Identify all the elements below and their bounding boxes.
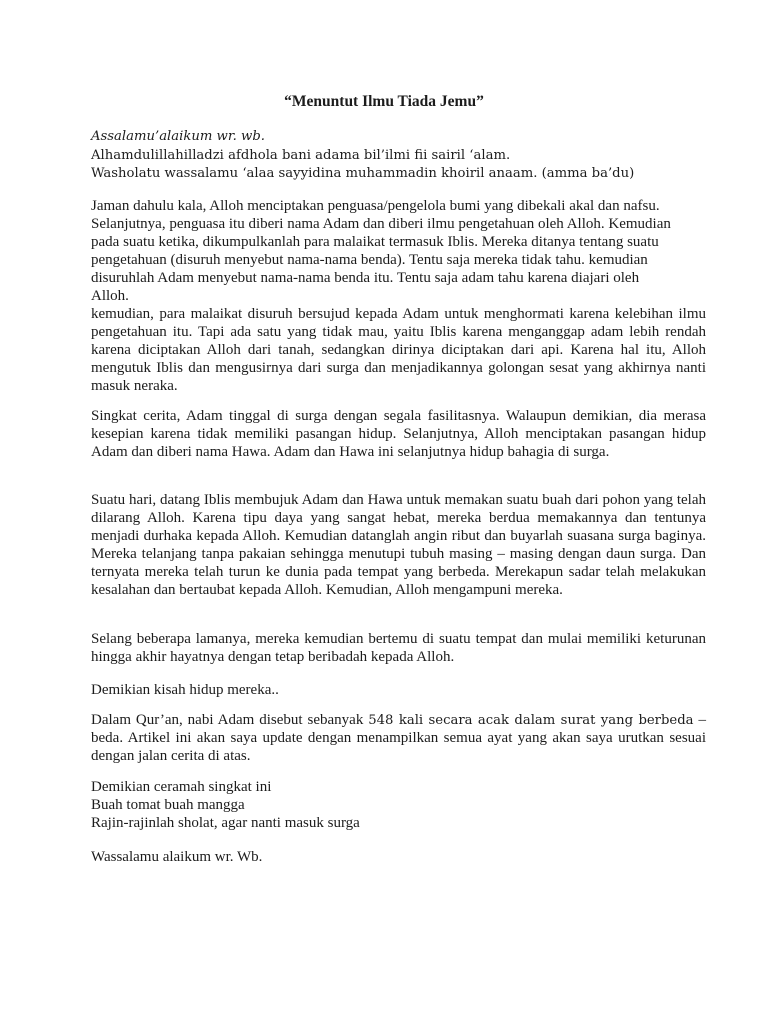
paragraph-1-line: pengetahuan (disuruh menyebut nama-nama benda). Tentu saja mereka tidak tahu. kemudian bbox=[91, 251, 648, 268]
paragraph-7-end: – beda. Artikel ini akan saya update dengan menampilkan semua ayat yang akan saya urutkan sesuai dengan jalan cerita di atas. bbox=[91, 712, 706, 764]
paragraph-4: Suatu hari, datang Iblis membujuk Adam dan Hawa untuk memakan suatu buah dari pohon yang telah dilarang Alloh. Karena tipu daya yang sangat hebat, mereka berdua memakannya dan tentunya menjadi durhaka kepada Alloh. Kemudian datanglah angin ribut dan buyarlah suasana surga baginya. Mereka telanjang tanpa pakaian sehingga menutupi tubuh masing – masing dengan daun surga. Dan ternyata mereka telah turun ke dunia pada tempat yang berbeda. Merekapun sadar telah melakukan kesalahan dan bertaubat kepada Alloh. Kemudian, Alloh mengampuni mereka. bbox=[91, 492, 706, 598]
paragraph-6: Demikian kisah hidup mereka.. bbox=[91, 682, 279, 698]
closing-verse bbox=[91, 779, 706, 833]
document-title: “Menuntut Ilmu Tiada Jemu” bbox=[284, 93, 484, 110]
paragraph-1-line: pada suatu ketika, dikumpulkanlah para malaikat termasuk Iblis. Mereka ditanya tentang suatu bbox=[91, 233, 659, 250]
paragraph-5: Selang beberapa lamanya, mereka kemudian bertemu di suatu tempat dan mulai memiliki keturunan hingga akhir hayatnya dengan tetap beribadah kepada Alloh. bbox=[91, 631, 706, 665]
sholawat-line: Washolatu wassalamu ‘alaa sayyidina muhammadin khoiril anaam. (amma ba’du) bbox=[91, 166, 635, 181]
paragraph-1 bbox=[91, 198, 706, 305]
farewell: Wassalamu alaikum wr. Wb. bbox=[91, 849, 263, 865]
paragraph-7-count: 548 kali secara acak dalam surat yang berbeda bbox=[368, 713, 694, 728]
paragraph-1-line: Jaman dahulu kala, Alloh menciptakan penguasa/pengelola bumi yang dibekali akal dan nafsu. bbox=[91, 198, 660, 214]
paragraph-2: kemudian, para malaikat disuruh bersujud kepada Adam untuk menghormati karena kelebihan ilmu pengetahuan itu. Tapi ada satu yang tidak mau, yaitu Iblis karena menganggap adam lebih rendah karena diciptakan Alloh dari tanah, sedangkan dirinya diciptakan dari api. Karena hal itu, Alloh mengutuk Iblis dan mengusirnya dari surga dan menjadikannya golongan sesat yang akhirnya nanti masuk neraka. bbox=[91, 306, 706, 394]
closing-line: Rajin-rajinlah sholat, agar nanti masuk surga bbox=[91, 814, 360, 831]
closing-line: Demikian ceramah singkat ini bbox=[91, 779, 272, 795]
paragraph-1-line: Alloh. bbox=[91, 287, 129, 304]
closing-line: Buah tomat buah mangga bbox=[91, 796, 245, 813]
paragraph-1-line: disuruhlah Adam menyebut nama-nama benda itu. Tentu saja adam tahu karena diajari oleh bbox=[91, 269, 640, 286]
greeting-line: Assalamu’alaikum wr. wb. bbox=[91, 129, 265, 144]
paragraph-1-line: Selanjutnya, penguasa itu diberi nama Adam dan diberi ilmu pengetahuan oleh Alloh. Kemudian bbox=[91, 215, 671, 232]
hamdalah-line: Alhamdulillahilladzi afdhola bani adama bil’ilmi fii sairil ‘alam. bbox=[91, 147, 511, 163]
paragraph-7 bbox=[91, 712, 706, 766]
paragraph-3: Singkat cerita, Adam tinggal di surga dengan segala fasilitasnya. Walaupun demikian, dia merasa kesepian karena tidak memiliki pasangan hidup. Selanjutnya, Alloh menciptakan pasangan hidup Adam dan diberi nama Hawa. Adam dan Hawa ini selanjutnya hidup bahagia di surga. bbox=[91, 408, 706, 460]
opening-greeting bbox=[91, 128, 711, 184]
paragraph-7-start: Dalam Qur’an, nabi Adam disebut sebanyak bbox=[91, 712, 369, 728]
